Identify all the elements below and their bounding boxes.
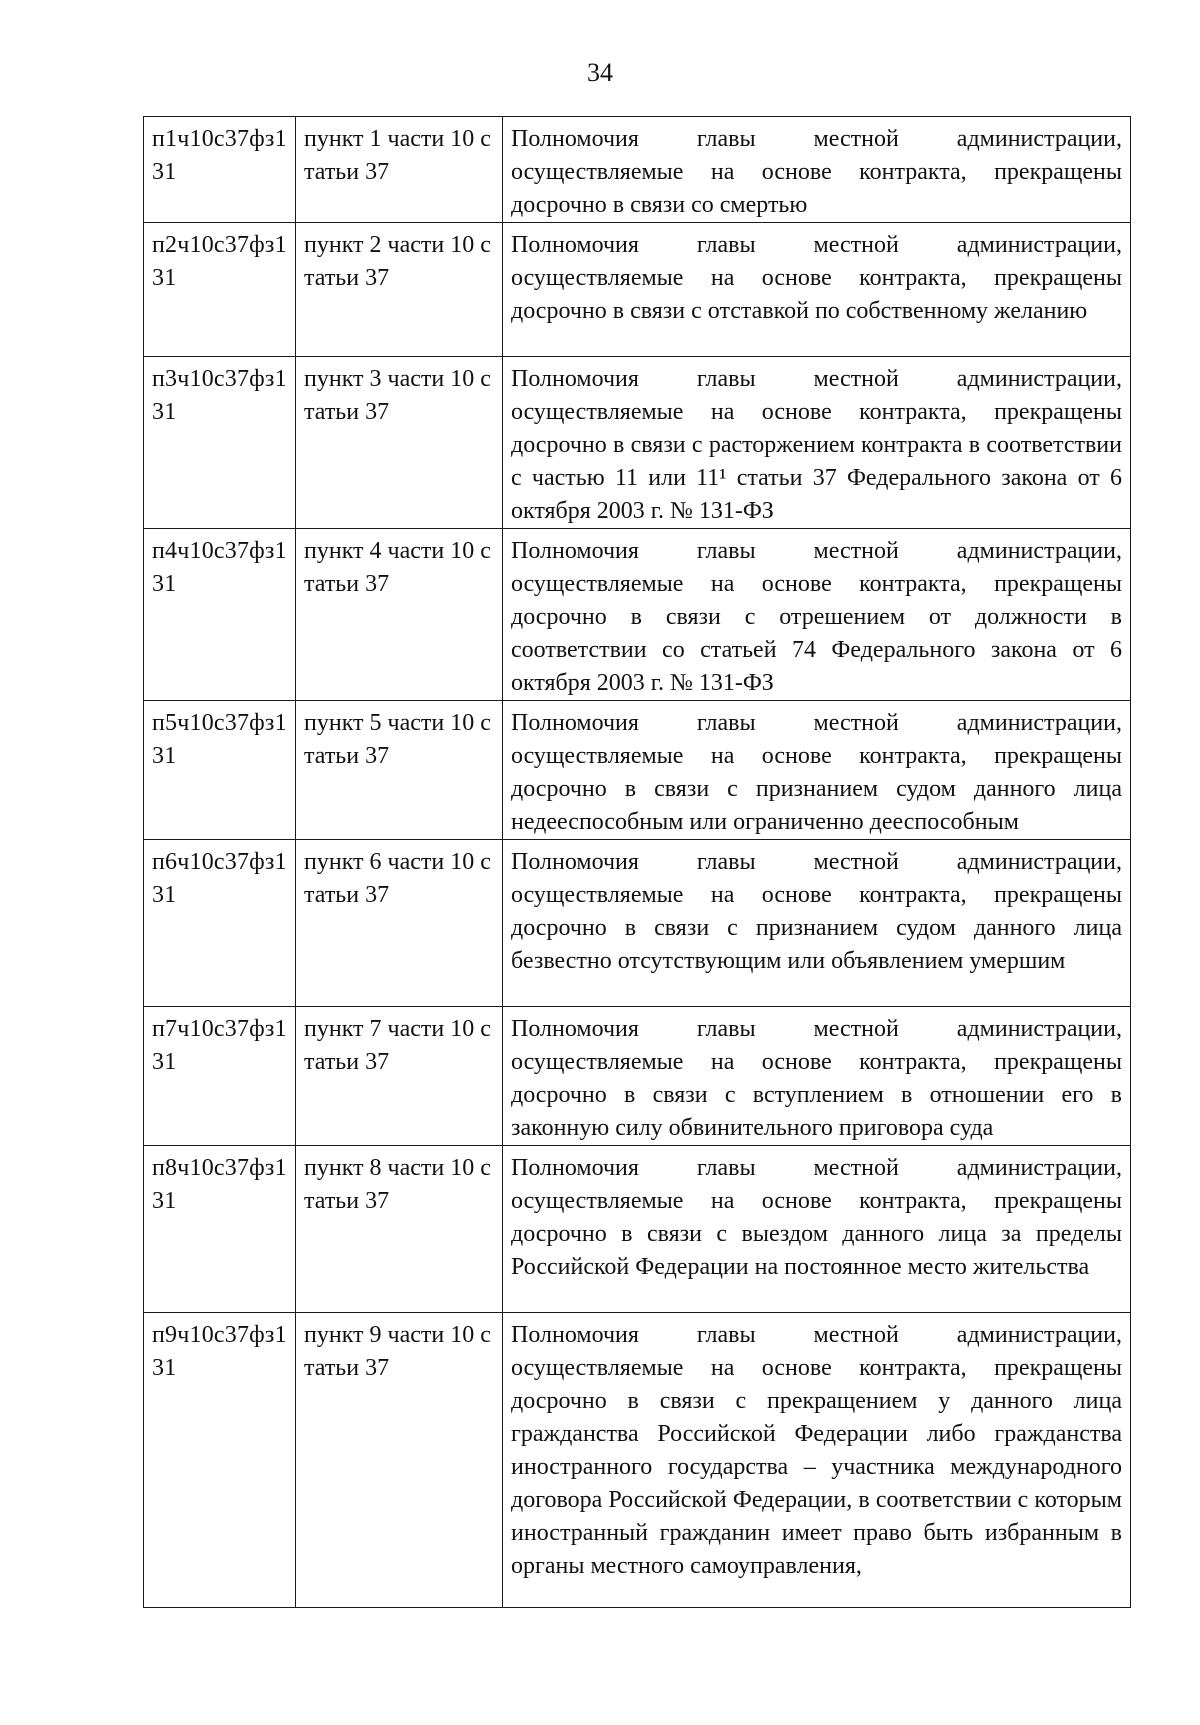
- code-cell: п8ч10с37фз131: [144, 1146, 296, 1313]
- description-cell: Полномочия главы местной администрации, осуществляемые на основе контракта, прекращены досрочно в связи с признанием судом данного лица безвестно отсутствующим или объявлением умершим: [503, 840, 1131, 1007]
- table-row: [144, 840, 1131, 1007]
- code-cell: п4ч10с37фз131: [144, 529, 296, 701]
- table-row: [144, 117, 1131, 223]
- page-number: 34: [587, 58, 613, 87]
- code-cell: п2ч10с37фз131: [144, 223, 296, 357]
- reference-cell: пункт 1 части 10 статьи 37: [296, 117, 503, 223]
- description-cell: Полномочия главы местной администрации, осуществляемые на основе контракта, прекращены досрочно в связи с признанием судом данного лица недееспособным или ограниченно дееспособным: [503, 701, 1131, 840]
- description-cell: Полномочия главы местной администрации, осуществляемые на основе контракта, прекращены досрочно в связи с выездом данного лица за пределы Российской Федерации на постоянное место жительства: [503, 1146, 1131, 1313]
- table-row: [144, 701, 1131, 840]
- code-cell: п5ч10с37фз131: [144, 701, 296, 840]
- reference-cell: пункт 8 части 10 статьи 37: [296, 1146, 503, 1313]
- description-cell: Полномочия главы местной администрации, осуществляемые на основе контракта, прекращены досрочно в связи с отрешением от должности в соответствии со статьей 74 Федерального закона от 6 октября 2003 г. № 131-ФЗ: [503, 529, 1131, 701]
- description-cell: Полномочия главы местной администрации, осуществляемые на основе контракта, прекращены досрочно в связи с отставкой по собственному желанию: [503, 223, 1131, 357]
- table-row: [144, 1146, 1131, 1313]
- description-cell: Полномочия главы местной администрации, осуществляемые на основе контракта, прекращены досрочно в связи с прекращением у данного лица гражданства Российской Федерации либо гражданства иностранного государства – участника международного договора Российской Федерации, в соответствии с которым иностранный гражданин имеет право быть избранным в органы местного самоуправления,: [503, 1313, 1131, 1608]
- table-row: [144, 1007, 1131, 1146]
- description-cell: Полномочия главы местной администрации, осуществляемые на основе контракта, прекращены досрочно в связи со смертью: [503, 117, 1131, 223]
- code-cell: п6ч10с37фз131: [144, 840, 296, 1007]
- table-row: [144, 1313, 1131, 1608]
- code-cell: п7ч10с37фз131: [144, 1007, 296, 1146]
- reference-cell: пункт 7 части 10 статьи 37: [296, 1007, 503, 1146]
- code-cell: п3ч10с37фз131: [144, 357, 296, 529]
- reference-cell: пункт 2 части 10 статьи 37: [296, 223, 503, 357]
- description-cell: Полномочия главы местной администрации, осуществляемые на основе контракта, прекращены досрочно в связи с расторжением контракта в соответствии с частью 11 или 11¹ статьи 37 Федерального закона от 6 октября 2003 г. № 131-ФЗ: [503, 357, 1131, 529]
- reference-cell: пункт 5 части 10 статьи 37: [296, 701, 503, 840]
- reference-cell: пункт 6 части 10 статьи 37: [296, 840, 503, 1007]
- code-cell: п9ч10с37фз131: [144, 1313, 296, 1608]
- table-row: [144, 223, 1131, 357]
- reference-cell: пункт 3 части 10 статьи 37: [296, 357, 503, 529]
- code-cell: п1ч10с37фз131: [144, 117, 296, 223]
- codes-table: [143, 116, 1131, 1608]
- table-row: [144, 529, 1131, 701]
- reference-cell: пункт 9 части 10 статьи 37: [296, 1313, 503, 1608]
- reference-cell: пункт 4 части 10 статьи 37: [296, 529, 503, 701]
- table-row: [144, 357, 1131, 529]
- description-cell: Полномочия главы местной администрации, осуществляемые на основе контракта, прекращены досрочно в связи с вступлением в отношении его в законную силу обвинительного приговора суда: [503, 1007, 1131, 1146]
